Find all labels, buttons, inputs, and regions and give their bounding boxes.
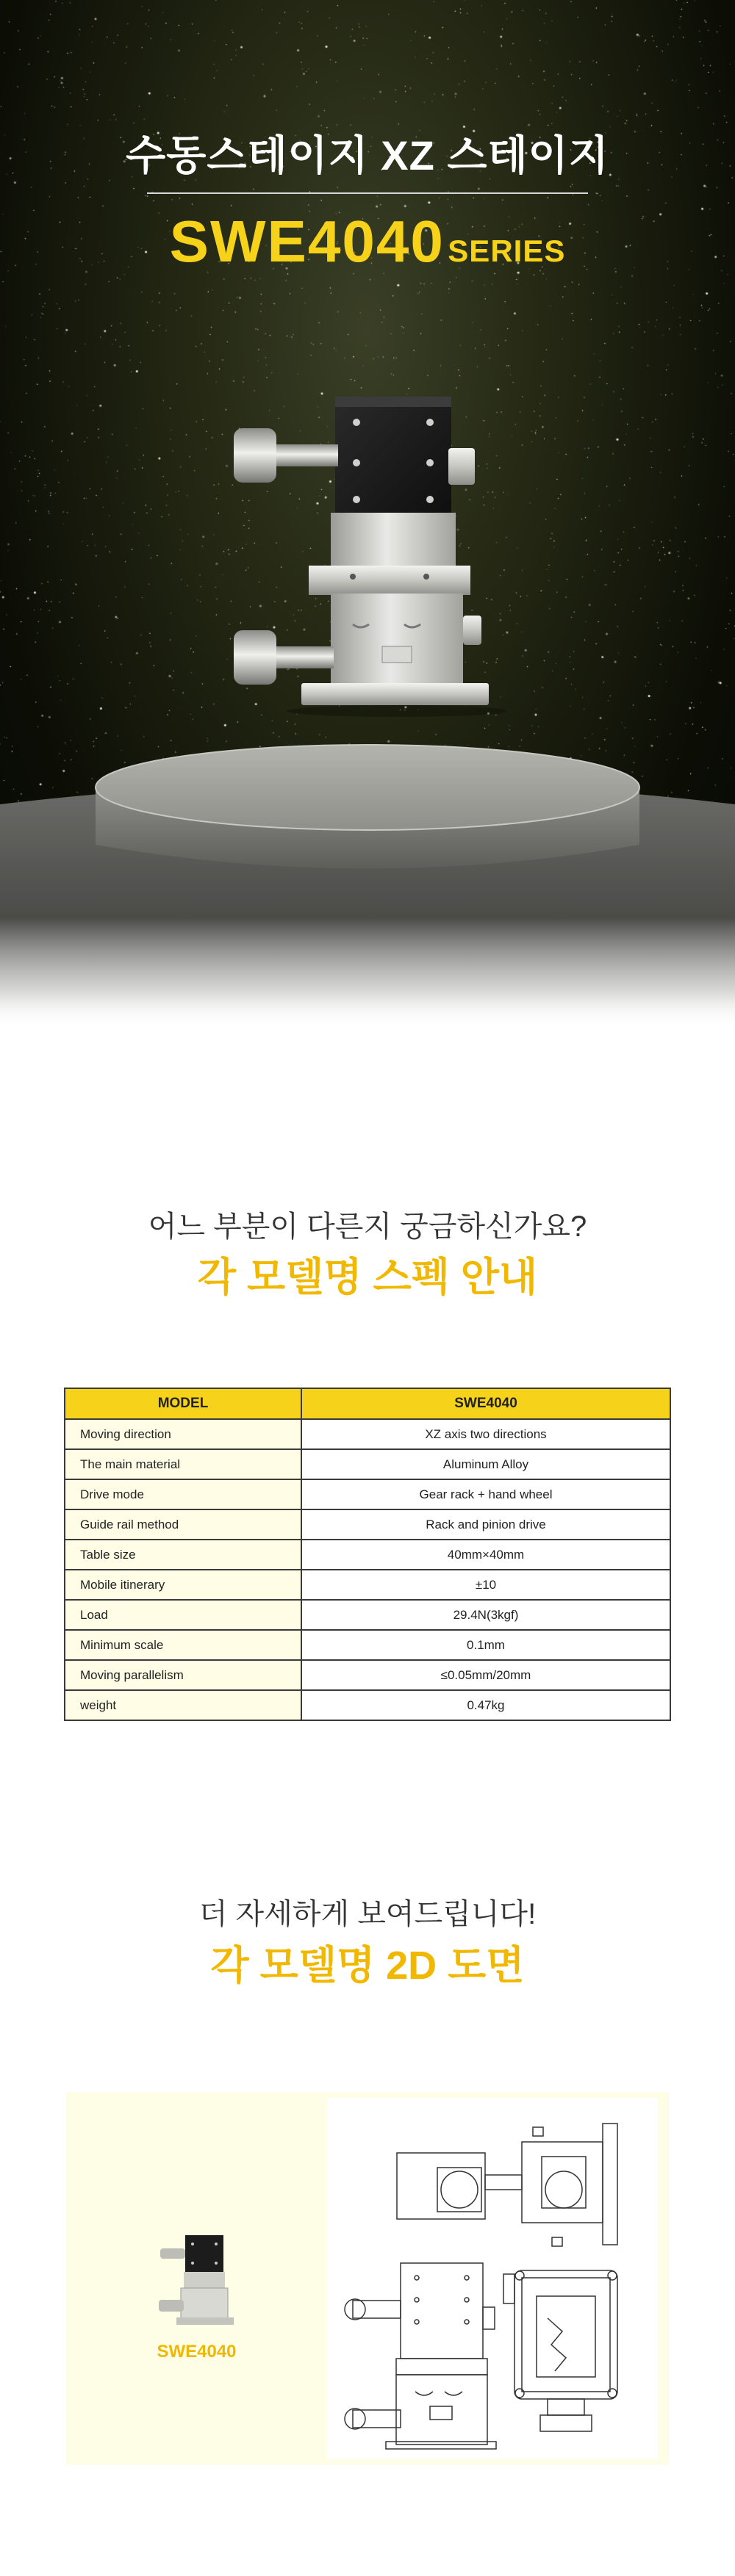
spec-value: 29.4N(3kgf) xyxy=(301,1600,670,1630)
spec-label: Drive mode xyxy=(65,1479,301,1509)
product-thumbnail xyxy=(154,2228,243,2338)
spec-label: Minimum scale xyxy=(65,1630,301,1660)
spec-label: Load xyxy=(65,1600,301,1630)
spec-value: Rack and pinion drive xyxy=(301,1509,670,1540)
spec-label: Moving parallelism xyxy=(65,1660,301,1690)
series-label: SERIES xyxy=(448,234,566,268)
hero-banner xyxy=(0,0,735,1028)
header-model-code: SWE4040 xyxy=(301,1388,670,1419)
hero-divider xyxy=(147,192,588,194)
drawing-title: 각 모델명 2D 도면 xyxy=(210,1944,525,1988)
hero-model-name xyxy=(0,208,735,275)
table-row xyxy=(65,1540,670,1570)
spec-value: 40mm×40mm xyxy=(301,1540,670,1570)
spec-label: Mobile itinerary xyxy=(65,1570,301,1600)
table-row xyxy=(65,1509,670,1540)
spec-value: ±10 xyxy=(301,1570,670,1600)
header-model: MODEL xyxy=(65,1388,301,1419)
table-row xyxy=(65,1449,670,1479)
table-row xyxy=(65,1479,670,1509)
technical-drawing xyxy=(327,2098,658,2459)
table-row xyxy=(65,1570,670,1600)
model-code: SWE4040 xyxy=(169,209,445,274)
drawing-subtitle: 더 자세하게 보여드립니다! xyxy=(198,1898,537,1930)
spec-value: Aluminum Alloy xyxy=(301,1449,670,1479)
drawing-panel xyxy=(66,2092,669,2465)
spec-table xyxy=(64,1388,671,1721)
table-row xyxy=(65,1630,670,1660)
spec-value: XZ axis two directions xyxy=(301,1419,670,1449)
product-label: SWE4040 xyxy=(157,2342,237,2362)
table-row xyxy=(65,1419,670,1449)
hero-title: 수동스테이지 XZ 스테이지 xyxy=(126,132,609,178)
spec-label: Moving direction xyxy=(65,1419,301,1449)
spec-value: 0.1mm xyxy=(301,1630,670,1660)
spec-subtitle: 어느 부분이 다른지 궁금하신가요? xyxy=(148,1211,587,1243)
spec-value: ≤0.05mm/20mm xyxy=(301,1660,670,1690)
spec-label: weight xyxy=(65,1690,301,1720)
spec-label: Guide rail method xyxy=(65,1509,301,1540)
table-row xyxy=(65,1690,670,1720)
table-row xyxy=(65,1660,670,1690)
spec-title: 각 모델명 스펙 안내 xyxy=(197,1255,538,1299)
spec-value: 0.47kg xyxy=(301,1690,670,1720)
spec-label: Table size xyxy=(65,1540,301,1570)
table-row xyxy=(65,1600,670,1630)
spec-label: The main material xyxy=(65,1449,301,1479)
spec-value: Gear rack + hand wheel xyxy=(301,1479,670,1509)
spec-table-header xyxy=(65,1388,670,1419)
